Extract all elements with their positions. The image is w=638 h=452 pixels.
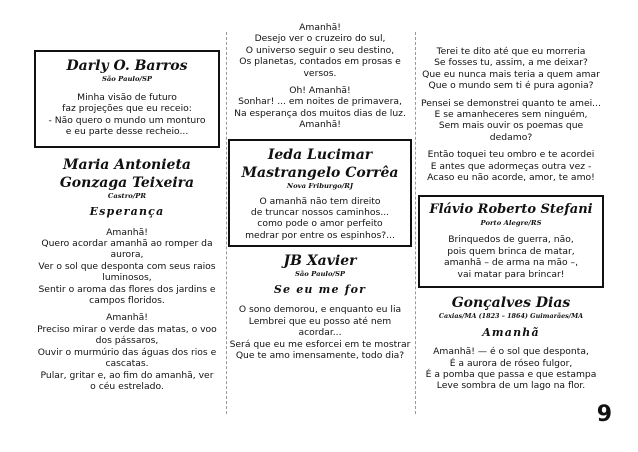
poem-line: Pular, gritar e, ao fim do amanhã, ver <box>40 369 214 381</box>
poem-block <box>418 346 604 392</box>
poem-block <box>228 304 412 361</box>
poem-line: Quero acordar amanhã ao romper da <box>41 238 213 250</box>
author-name: Gonzaga Teixeira <box>59 174 195 191</box>
poem-line: amanhã – de arma na mão –, <box>443 257 579 269</box>
poem-line: Leve sombra de um lago na flor. <box>436 380 586 392</box>
poem-block <box>230 196 410 242</box>
poem-block <box>418 46 604 183</box>
poem-line: Sem mais ouvir os poemas que <box>438 120 584 132</box>
poem-line: E se amanheceres sem ninguém, <box>434 109 588 121</box>
author-name: JB Xavier <box>283 253 357 270</box>
poem-line: Ouvir o murmúrio das águas dos rios e <box>37 346 217 358</box>
poem-block <box>30 227 224 393</box>
poem-line: Sonhar! ... em noites de primavera, <box>238 96 402 108</box>
poem-line: Acaso eu não acorde, amor, te amo! <box>427 172 595 184</box>
poem-line: de truncar nossos caminhos... <box>250 207 390 219</box>
poem-line: pois quem brinca de matar, <box>447 245 575 257</box>
author-name: Mastrangelo Corrêa <box>241 164 399 181</box>
poem-block <box>36 92 218 138</box>
poem-line: Amanhã! — é o sol que desponta, <box>433 346 589 358</box>
poem-line: Se fosses tu, assim, a me deixar? <box>434 57 588 69</box>
poem-line: Os planetas, contados em prosas e <box>239 56 401 68</box>
poem-line: Que eu nunca mais teria a quem amar <box>422 68 600 80</box>
author-box-flavio <box>418 195 604 288</box>
poem-line: Terei te dito até que eu morreria <box>436 46 586 57</box>
poem-line: Então toquei teu ombro e te acordei <box>427 149 595 161</box>
poem-line: Pensei se demonstrei quanto te amei... <box>421 97 601 109</box>
poem-line: Oh! Amanhã! <box>289 85 351 97</box>
poem-line: É a aurora de róseo fulgor, <box>449 357 573 369</box>
poem-line: e eu parte desse recheio... <box>65 126 189 138</box>
poem-title: Amanhã <box>482 326 540 340</box>
column-3 <box>418 46 604 392</box>
poem-line: Desejo ver o cruzeiro do sul, <box>254 33 386 45</box>
author-name: Flávio Roberto Stefani <box>429 202 593 218</box>
poem-line: dos pássaros, <box>95 335 159 347</box>
author-place: São Paulo/SP <box>294 270 346 279</box>
author-name: Gonçalves Dias <box>451 295 571 312</box>
poem-line: Sentir o aroma das flores dos jardins e <box>38 283 216 295</box>
column-divider-1 <box>226 32 227 414</box>
poem-block <box>228 22 412 131</box>
poem-line: Brinquedos de guerra, não, <box>448 234 574 246</box>
poem-block <box>420 234 602 280</box>
author-box-ieda <box>228 139 412 248</box>
author-name: Ieda Lucimar <box>267 146 373 163</box>
poem-line: luminosos, <box>102 272 152 284</box>
poem-line: cascatas. <box>105 358 149 370</box>
page-number: 9 <box>596 402 612 427</box>
author-place: Castro/PR <box>107 191 147 200</box>
poem-line: O universo seguir o seu destino, <box>245 44 395 56</box>
poem-line: Que o mundo sem ti é pura agonia? <box>428 80 594 92</box>
poem-line: o céu estrelado. <box>90 380 164 392</box>
poem-line: Amanhã! <box>299 22 341 33</box>
author-place: Caxias/MA (1823 – 1864) Guimarães/MA <box>438 312 584 321</box>
poem-line: versos. <box>303 67 337 79</box>
poem-line: Na esperança dos muitos dias de luz. <box>234 107 406 119</box>
poem-title: Esperança <box>89 204 165 218</box>
poem-line: Amanhã! <box>299 119 341 131</box>
poem-line: O sono demorou, e enquanto eu lia <box>238 304 402 316</box>
poem-line: Amanhã! <box>106 312 148 324</box>
column-1 <box>30 30 224 392</box>
poem-line: campos floridos. <box>89 295 165 307</box>
poem-line: Que te amo imensamente, todo dia? <box>235 349 405 361</box>
poem-line: Amanhã! <box>106 226 148 238</box>
author-name: Darly O. Barros <box>66 58 188 74</box>
poem-line: como pode o amor perfeito <box>257 218 383 230</box>
poem-line: O amanhã não tem direito <box>259 195 381 207</box>
author-name: Maria Antonieta <box>63 156 191 173</box>
poem-line: Lembrei que eu posso até nem <box>248 315 392 327</box>
poem-line: É a pomba que passa e que estampa <box>425 368 597 380</box>
poem-line: acordar... <box>298 327 342 339</box>
poem-line: dedamo? <box>489 131 533 143</box>
poem-line: Será que eu me esforcei em te mostrar <box>229 338 411 350</box>
poem-line: - Não quero o mundo um monturo <box>48 114 206 126</box>
author-box-darly <box>34 50 220 148</box>
poem-line: aurora, <box>110 249 144 261</box>
column-divider-2 <box>415 32 416 414</box>
poem-line: Minha visão de futuro <box>77 92 177 103</box>
poem-title: Se eu me for <box>273 283 367 297</box>
poem-line: medrar por entre os espinhos?... <box>245 229 395 241</box>
poem-line: faz projeções que eu receio: <box>62 103 192 115</box>
poem-line: Ver o sol que desponta com seus raios <box>38 260 216 272</box>
poem-line: vai matar para brincar! <box>457 268 565 280</box>
author-place: Nova Friburgo/RJ <box>286 181 354 190</box>
poem-line: E antes que adormeças outra vez - <box>430 160 592 172</box>
author-place: Porto Alegre/RS <box>480 219 542 228</box>
author-place: São Paulo/SP <box>101 75 153 83</box>
column-2 <box>228 22 412 361</box>
poem-line: Preciso mirar o verde das matas, o voo <box>37 323 217 335</box>
